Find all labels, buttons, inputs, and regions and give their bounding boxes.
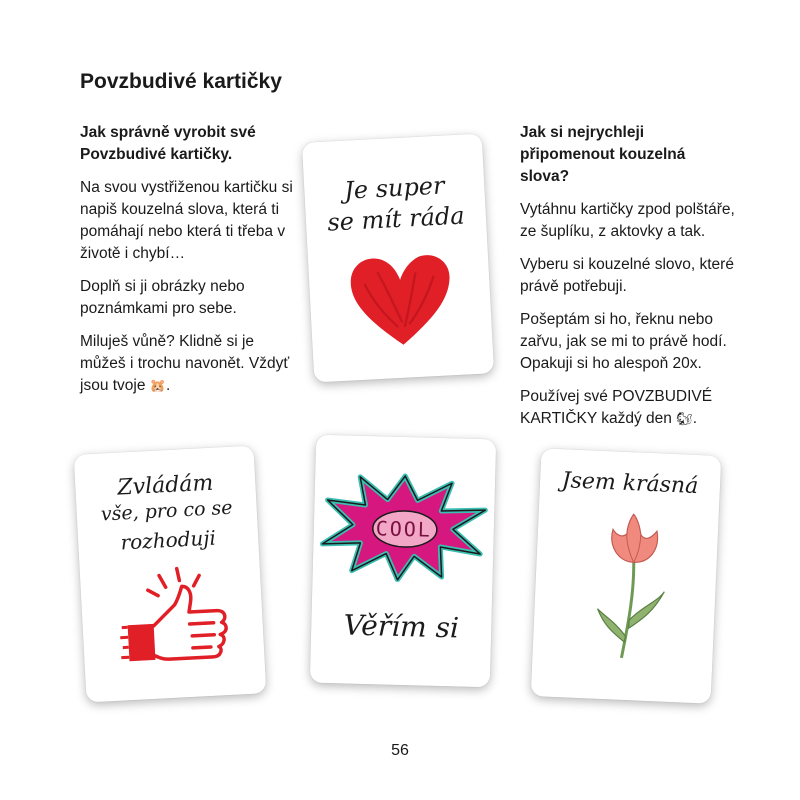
right-column bbox=[520, 122, 735, 441]
squirrel-emoji-icon: 🐿 bbox=[676, 411, 693, 426]
card-thumb-line1: Zvládám bbox=[116, 470, 214, 501]
right-paragraph-1: Vytáhnu kartičky zpod polštáře, ze šuplíku, z aktovky a tak. bbox=[520, 201, 735, 240]
page-number: 56 bbox=[391, 742, 409, 759]
card-heart bbox=[302, 133, 494, 382]
right-heading: Jak si nejrychleji připomenout kouzelná slova? bbox=[520, 124, 686, 185]
card-flower bbox=[531, 448, 722, 704]
card-flower-text: Jsem krásná bbox=[561, 468, 699, 500]
right-paragraph-2: Vyberu si kouzelné slovo, které právě potřebuji. bbox=[520, 256, 734, 295]
right-paragraph-4-text: Používej své POVZBUDIVÉ KARTIČKY každý den bbox=[520, 388, 713, 427]
hamster-emoji-icon: 🐹 bbox=[149, 378, 166, 393]
left-paragraph-2: Doplň si ji obrázky nebo poznámkami pro sebe. bbox=[80, 278, 245, 317]
card-thumbs-up bbox=[74, 445, 267, 702]
card-cool bbox=[310, 435, 496, 688]
left-paragraph-3-text: Miluješ vůně? Klidně si je můžeš i trochu navonět. Vždyť jsou tvoje bbox=[80, 333, 290, 394]
left-paragraph-1: Na svou vystřiženou kartičku si napiš kouzelná slova, která ti pomáhají nebo která ti třeba v životě i chybí… bbox=[80, 179, 293, 262]
left-heading: Jak správně vyrobit své Povzbudivé kartičky. bbox=[80, 124, 256, 163]
left-column bbox=[80, 122, 295, 408]
card-cool-text: Věřím si bbox=[343, 608, 460, 645]
card-heart-line1: Je super bbox=[343, 171, 446, 205]
right-paragraph-4: Používej své POVZBUDIVÉ KARTIČKY každý den 🐿. bbox=[520, 388, 713, 427]
tulip-icon bbox=[577, 508, 683, 662]
card-cool-badge: COOL bbox=[375, 516, 433, 542]
thumbs-up-icon bbox=[115, 562, 241, 678]
card-thumb-line3: rozhoduji bbox=[119, 525, 217, 555]
heart-icon bbox=[343, 245, 460, 353]
right-paragraph-3: Pošeptám si ho, řeknu nebo zařvu, jak se mi to právě hodí. Opakuji si ho alespoň 20x. bbox=[520, 311, 727, 372]
left-paragraph-3: Miluješ vůně? Klidně si je můžeš i trochu navonět. Vždyť jsou tvoje 🐹. bbox=[80, 333, 290, 394]
page-title: Povzbudivé kartičky bbox=[80, 70, 282, 93]
card-heart-line2: se mít ráda bbox=[326, 201, 466, 237]
card-thumb-line2: vše, pro co se bbox=[100, 496, 234, 526]
